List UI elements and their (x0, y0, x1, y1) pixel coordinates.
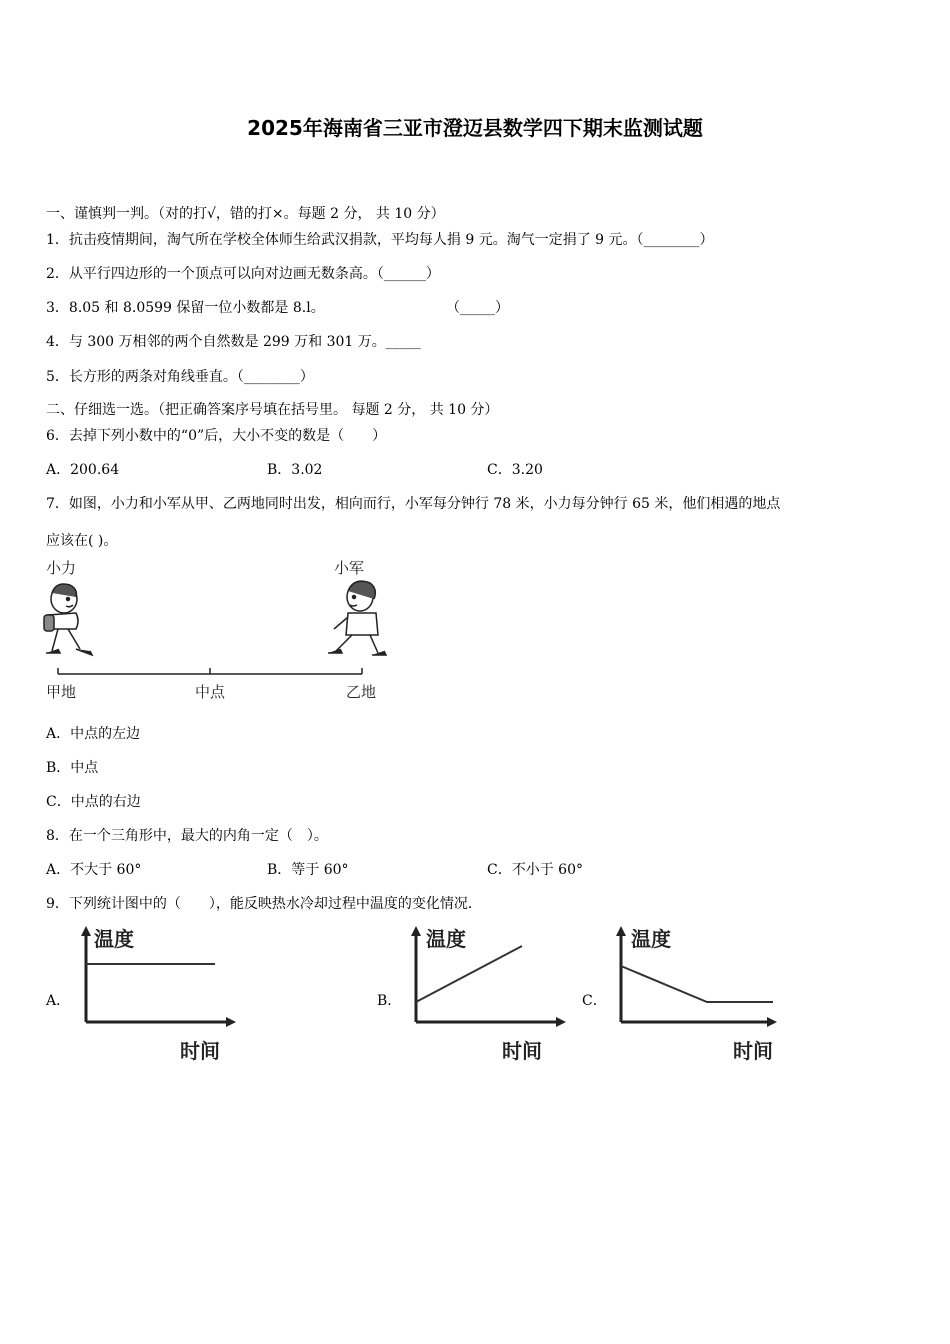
question-8-option-b: B．等于 60° (267, 862, 349, 878)
question-2: 2．从平行四边形的一个顶点可以向对边画无数条高。（______） (46, 266, 440, 282)
graph-c-x-label: 时间 (733, 1039, 773, 1063)
question-3-blank: （_____） (446, 300, 509, 316)
question-7-line2: 应该在( )。 (46, 533, 118, 549)
question-7-option-b: B．中点 (46, 760, 99, 776)
left-person-name: 小力 (46, 559, 77, 577)
graph-a-y-label: 温度 (94, 927, 134, 951)
question-6-option-a: A．200.64 (46, 462, 120, 478)
graph-c-line (621, 966, 773, 1002)
question-7-option-c: C．中点的右边 (46, 794, 141, 810)
place-jia: 甲地 (46, 683, 77, 701)
meeting-figure (40, 555, 390, 705)
question-5: 5．长方形的两条对角线垂直。（________） (46, 369, 314, 385)
left-boy-icon (44, 584, 92, 655)
question-8-option-c: C．不小于 60° (487, 862, 583, 878)
question-9-option-a-label: A． (46, 993, 71, 1009)
distance-line (58, 668, 362, 674)
graph-b (400, 922, 575, 1067)
question-9-option-c-label: C． (582, 993, 607, 1009)
question-3: 3．8.05 和 8.0599 保留一位小数都是 8.l。 (46, 300, 325, 316)
question-4: 4．与 300 万相邻的两个自然数是 299 万和 301 万。_____ (46, 334, 421, 350)
question-9: 9．下列统计图中的（ ），能反映热水冷却过程中温度的变化情况． (46, 896, 482, 912)
question-8: 8．在一个三角形中，最大的内角一定（ ）。 (46, 828, 328, 844)
graph-c (605, 922, 790, 1067)
right-person-name: 小军 (334, 559, 365, 577)
question-6-option-c: C．3.20 (487, 462, 543, 478)
graph-a-x-label: 时间 (180, 1039, 220, 1063)
graph-c-y-label: 温度 (631, 927, 671, 951)
question-6: 6．去掉下列小数中的“0”后，大小不变的数是（ ） (46, 428, 387, 444)
graph-b-x-label: 时间 (502, 1039, 542, 1063)
place-yi: 乙地 (346, 683, 377, 701)
question-1: 1．抗击疫情期间，淘气所在学校全体师生给武汉捐款，平均每人捐 9 元。淘气一定捐了 9 元。（________） (46, 232, 714, 248)
right-boy-icon (328, 581, 386, 655)
question-7-option-a: A．中点的左边 (46, 726, 141, 742)
question-9-option-b-label: B． (377, 993, 402, 1009)
section2-heading: 二、仔细选一选。（把正确答案序号填在括号里。 每题 2 分， 共 10 分） (46, 402, 499, 418)
graph-b-y-label: 温度 (426, 927, 466, 951)
question-6-option-b: B．3.02 (267, 462, 323, 478)
question-7-line1: 7．如图，小力和小军从甲、乙两地同时出发，相向而行，小军每分钟行 78 米，小力每分钟行 65 米，他们相遇的地点 (46, 496, 781, 512)
question-8-option-a: A．不大于 60° (46, 862, 142, 878)
graph-b-line (416, 946, 522, 1002)
section1-heading: 一、谨慎判一判。（对的打√，错的打×。每题 2 分， 共 10 分） (46, 206, 445, 222)
graph-a (70, 922, 245, 1067)
place-midpoint: 中点 (195, 683, 226, 701)
page-title: 2025年海南省三亚市澄迈县数学四下期末监测试题 (247, 116, 703, 140)
